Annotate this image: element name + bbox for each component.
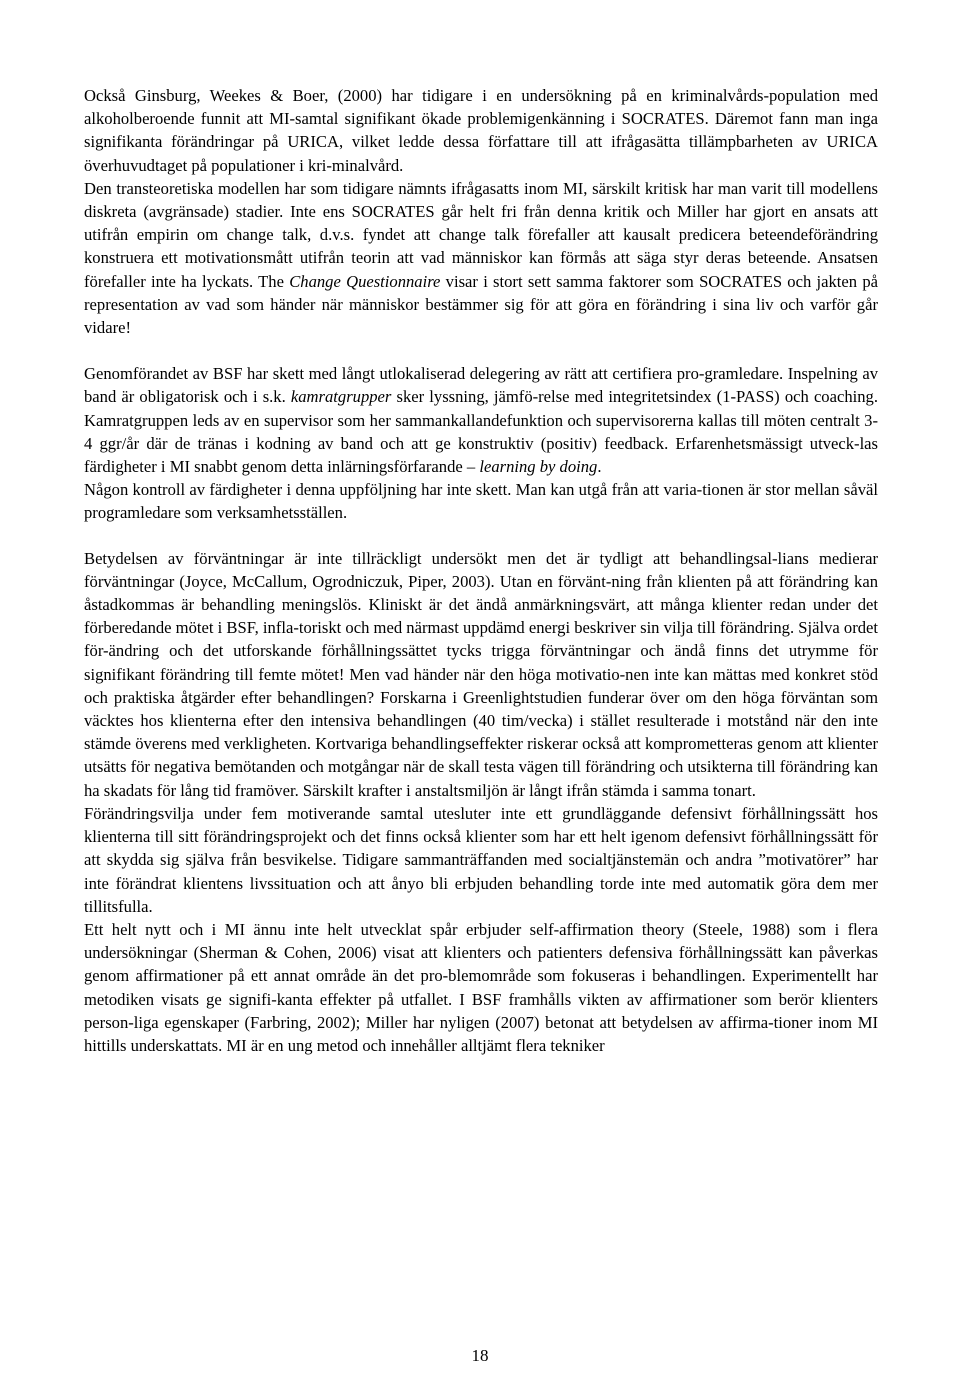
paragraph-transteoretiska [84, 177, 878, 339]
paragraph-forandringsvilja [84, 802, 878, 918]
text-run: Någon kontroll av färdigheter i denna uppföljning har inte skett. Man kan utgå från att varia-tionen är stor mellan såväl programledare som verksamhetsställen. [84, 480, 878, 523]
paragraph-genomforandet [84, 362, 878, 478]
text-run: Förändringsvilja under fem motiverande samtal utesluter inte ett grundläggande defensivt förhållningssätt hos klienterna till sitt förändringsprojekt och det finns också klienter som har ett helt igenom defensivt förhållningssätt för att skydda sig själva från besvikelse. Tidigare sammanträffanden med socialtjänstemän och andra ”motivatörer” har inte förändrat klientens livssituation och att ånyo bli erbjuden behandling torde inte med automatik göra dem mer tillitsfulla. [84, 803, 878, 916]
text-run: . [597, 457, 602, 477]
page-number: 18 [471, 1346, 489, 1365]
paragraph-ginsburg [84, 84, 878, 177]
paragraph-betydelsen [84, 547, 878, 802]
text-run: Betydelsen av förväntningar är inte tillräckligt undersökt men det är tydligt att behandlingsal-lians medierar förväntningar (Joyce, McCallum, Ogrodniczuk, Piper, 2003). Utan en förvänt-ning från klienten på att förändring kan åstadkommas är behandling meningslös. Kliniskt är det ändå anmärkningsvärt, att många klienter redan under det förberedande mötet i BSF, infla-toriskt och med närmast uppdämd energi beskriver sin vilja till förändring. Själva ordet för-ändring och det utforskande förhållningssättet tycks trigga förväntningar och ändå finns det utrymme för signifikant förändring till femte mötet! Men vad händer när den höga motivatio-nen inte kan mättas med konkret stöd och praktiska åtgärder efter behandlingen? Forskarna i Greenlightstudien funderar över om den höga förväntan som väcktes hos klienterna efter den intensiva behandlingen (40 tim/vecka) i stället resulterade i motstånd när den inte stämde överens med verkligheten. Kortvariga behandlingseffekter riskerar också att komprometteras genom att klienter utsätts för negativa bemötanden och motgångar när de skall testa vägen till förändring och utsikterna till förändring kan ha skadats för lång tid framöver. Särskilt krafter i anstaltsmiljön är långt ifrån stämda i samma tonart. [84, 548, 878, 800]
text-run: Genomförandet av BSF har skett med långt utlokaliserad delegering av rätt att certifiera pro-gramledare. Inspelning av band är obligatorisk och i s.k. [84, 364, 878, 407]
italic-term-change-questionnaire: Change Questionnaire [289, 271, 441, 291]
body-text [84, 84, 878, 1057]
paragraph-self-affirmation [84, 918, 878, 1057]
text-run: sker lyssning, jämfö-relse med integritetsindex (1-PASS) och coaching. Kamratgruppen leds av en supervisor som her sammankallandefunktion och supervisorerna kallas till möten centralt 3-4 ggr/år där de tränas i kodning av band och att ge konstruktiv (positiv) feedback. Erfarenhetsmässigt utveck-las färdigheter i MI snabbt genom detta inlärningsförfarande – [84, 387, 878, 477]
italic-term-kamratgrupper: kamratgrupper [290, 387, 392, 407]
text-run: Ett helt nytt och i MI ännu inte helt utvecklat spår erbjuder self-affirmation theory (Steele, 1988) som i flera undersökningar (Sherman & Cohen, 2006) visat att klienters och patienters defensiva förhållningssätt kan påverkas genom affirmationer på ett annat område än det pro-blemområde som fokuseras i behandlingen. Experimentellt har metodiken visats ge signifi-kanta effekter på utfallet. I BSF framhålls vikten av affirmationer som berör klienters person-liga egenskaper (Farbring, 2002); Miller har nyligen (2007) betonat att betydelsen av affirma-tioner inom MI hittills underskattats. MI är en ung metod och innehåller alltjämt flera tekniker [84, 919, 878, 1055]
italic-term-learning-by-doing: learning by doing [479, 457, 598, 477]
text-run: Också Ginsburg, Weekes & Boer, (2000) har tidigare i en undersökning på en kriminalvårds-population med alkoholberoende funnit att MI-samtal signifikant ökade problemigenkänning i SOCRATES. Däremot fann man inga signifikanta förändringar på URICA, vilket ledde dessa författare till att ifrågasätta tillämpbarheten av URICA överhuvudtaget på populationer i kri-minalvård. [84, 86, 878, 175]
text-run: visar i stort sett samma faktorer som SOCRATES och jakten på representation av vad som händer när människor bestämmer sig för att göra en förändring i sina liv och varför går vidare! [84, 271, 878, 338]
text-run: Den transteoretiska modellen har som tidigare nämnts ifrågasatts inom MI, särskilt kritisk har man varit till modellens diskreta (avgränsade) stadier. Inte ens SOCRATES går helt fri från denna kritik och Miller har gjort en ansats att utifrån empirin om change talk, d.v.s. fyndet att change talk förefaller att kausalt predicera beteendeförändring konstruera ett motivationsmått utifrån teorin att vad människor kan förmås att säga styr deras beteende. Ansatsen förefaller inte ha lyckats. The [84, 178, 878, 291]
paragraph-kontroll [84, 478, 878, 524]
